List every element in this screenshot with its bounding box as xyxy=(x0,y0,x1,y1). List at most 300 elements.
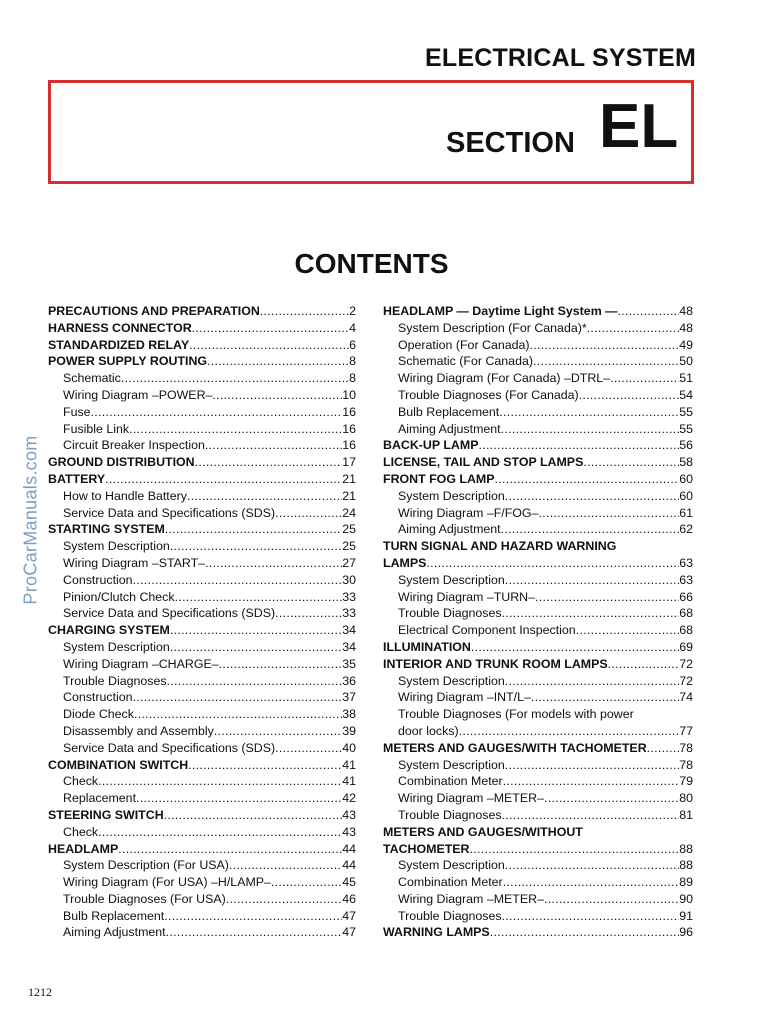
toc-entry-page: 44 xyxy=(342,841,356,856)
toc-entry-page: 63 xyxy=(679,555,693,570)
toc-entry-title: System Description xyxy=(398,488,505,503)
toc-entry-page: 96 xyxy=(679,925,693,940)
toc-dot-leader xyxy=(538,505,679,522)
toc-entry-page: 61 xyxy=(679,505,693,520)
toc-dot-leader xyxy=(121,370,349,387)
toc-entry[interactable] xyxy=(48,740,356,757)
toc-entry-title: HARNESS CONNECTOR xyxy=(48,320,192,335)
toc-entry-page: 35 xyxy=(342,656,356,671)
toc-dot-leader xyxy=(647,740,680,757)
toc-entry-page: 69 xyxy=(679,639,693,654)
toc-entry-title: Construction xyxy=(63,690,133,705)
toc-entry[interactable] xyxy=(383,605,693,622)
toc-dot-leader xyxy=(478,437,679,454)
toc-entry-title: Wiring Diagram –METER– xyxy=(398,891,544,906)
toc-entry-title: ILLUMINATION xyxy=(383,639,471,654)
toc-entry-title: System Description xyxy=(63,539,170,554)
toc-entry-page: 45 xyxy=(342,875,356,890)
toc-dot-leader xyxy=(105,471,342,488)
toc-entry-page: 17 xyxy=(342,455,356,470)
toc-entry-page: 16 xyxy=(342,421,356,436)
toc-entry-title: BATTERY xyxy=(48,471,106,486)
toc-entry-page: 48 xyxy=(679,304,693,318)
toc-entry-page: 47 xyxy=(342,908,356,923)
toc-entry-page: 37 xyxy=(342,690,356,705)
toc-entry[interactable] xyxy=(48,891,356,908)
toc-entry[interactable] xyxy=(383,437,693,454)
toc-dot-leader xyxy=(129,421,342,438)
toc-entry-page: 62 xyxy=(679,522,693,537)
toc-entry-page: 40 xyxy=(342,740,356,755)
toc-entry-title: Replacement xyxy=(63,791,137,806)
toc-entry-title: Check xyxy=(63,774,99,789)
toc-entry[interactable] xyxy=(383,353,693,370)
watermark-text: ProCarManuals.com xyxy=(20,435,41,605)
toc-dot-leader xyxy=(166,924,343,941)
toc-entry[interactable] xyxy=(48,387,356,404)
toc-entry-title: Wiring Diagram –POWER– xyxy=(63,387,213,402)
toc-dot-leader xyxy=(459,723,680,740)
toc-dot-leader xyxy=(175,589,343,606)
toc-entry-page: 88 xyxy=(679,841,693,856)
toc-entry-page: 55 xyxy=(679,421,693,436)
toc-entry[interactable] xyxy=(48,538,356,555)
toc-dot-leader xyxy=(207,353,349,370)
toc-entry[interactable] xyxy=(383,824,693,841)
toc-entry[interactable] xyxy=(383,656,693,673)
toc-entry[interactable] xyxy=(383,404,693,421)
toc-entry-title: STEERING SWITCH xyxy=(48,807,164,822)
toc-entry[interactable] xyxy=(48,572,356,589)
toc-entry-title: System Description (For Canada)* xyxy=(398,320,587,335)
toc-dot-leader xyxy=(136,790,342,807)
toc-entry[interactable] xyxy=(48,337,356,354)
toc-entry-page: 66 xyxy=(679,589,693,604)
toc-entry-page: 80 xyxy=(679,791,693,806)
toc-dot-leader xyxy=(610,370,679,387)
toc-entry-title: Combination Meter xyxy=(398,774,503,789)
toc-entry-title: Trouble Diagnoses xyxy=(398,807,502,822)
toc-entry-title: Wiring Diagram –INT/L– xyxy=(398,690,531,705)
toc-entry[interactable] xyxy=(48,723,356,740)
toc-entry-page: 41 xyxy=(342,774,356,789)
toc-entry[interactable] xyxy=(48,471,356,488)
toc-entry-page: 81 xyxy=(679,807,693,822)
toc-dot-leader xyxy=(205,555,342,572)
toc-entry-page: 49 xyxy=(679,337,693,352)
toc-dot-leader xyxy=(192,320,349,337)
toc-entry-title: Aiming Adjustment xyxy=(398,421,501,436)
toc-entry[interactable] xyxy=(383,773,693,790)
toc-dot-leader xyxy=(229,857,342,874)
toc-dot-leader xyxy=(98,824,342,841)
toc-entry[interactable] xyxy=(48,320,356,337)
toc-entry-page: 72 xyxy=(679,673,693,688)
toc-dot-leader xyxy=(189,337,349,354)
toc-entry-title: Wiring Diagram –START– xyxy=(63,555,206,570)
toc-entry-page: 46 xyxy=(342,891,356,906)
toc-entry-page: 39 xyxy=(342,723,356,738)
toc-dot-leader xyxy=(133,689,343,706)
toc-entry[interactable] xyxy=(383,387,693,404)
toc-entry-page: 79 xyxy=(679,774,693,789)
toc-entry[interactable] xyxy=(383,874,693,891)
toc-entry-title: System Description xyxy=(398,572,505,587)
toc-entry-title: Schematic xyxy=(63,371,121,386)
toc-entry-title: Combination Meter xyxy=(398,875,503,890)
toc-entry-title: Pinion/Clutch Check xyxy=(63,589,175,604)
toc-dot-leader xyxy=(505,857,679,874)
toc-entry-title: System Description xyxy=(398,673,505,688)
toc-entry-page: 91 xyxy=(679,908,693,923)
toc-dot-leader xyxy=(576,622,680,639)
toc-dot-leader xyxy=(134,706,342,723)
toc-entry[interactable] xyxy=(48,421,356,438)
toc-dot-leader xyxy=(505,488,679,505)
toc-dot-leader xyxy=(583,454,679,471)
toc-entry[interactable] xyxy=(383,303,693,320)
toc-entry[interactable] xyxy=(383,572,693,589)
toc-entry-page: 8 xyxy=(349,371,356,386)
toc-dot-leader xyxy=(214,723,342,740)
toc-entry[interactable] xyxy=(383,589,693,606)
toc-entry-title: STARTING SYSTEM xyxy=(48,522,165,537)
section-header-box xyxy=(48,80,694,184)
toc-entry[interactable] xyxy=(383,673,693,690)
toc-dot-leader xyxy=(471,639,679,656)
toc-entry-page: 44 xyxy=(342,858,356,873)
toc-entry-title: Wiring Diagram –TURN– xyxy=(398,589,536,604)
toc-entry-page: 74 xyxy=(679,690,693,705)
toc-entry[interactable] xyxy=(48,908,356,925)
toc-entry[interactable] xyxy=(48,857,356,874)
toc-entry-title: HEADLAMP — Daytime Light System — xyxy=(383,304,618,318)
toc-entry-title: How to Handle Battery xyxy=(63,488,187,503)
toc-entry[interactable] xyxy=(48,874,356,891)
toc-entry-title: LAMPS xyxy=(383,555,427,570)
toc-dot-leader xyxy=(470,841,680,858)
toc-entry-page: 38 xyxy=(342,707,356,722)
toc-entry-page: 88 xyxy=(679,858,693,873)
toc-dot-leader xyxy=(164,908,342,925)
toc-entry-title: WARNING LAMPS xyxy=(383,925,490,940)
toc-entry[interactable] xyxy=(383,706,693,723)
toc-entry-title: Check xyxy=(63,824,99,839)
toc-dot-leader xyxy=(501,521,680,538)
toc-entry[interactable] xyxy=(383,841,693,858)
toc-dot-leader xyxy=(167,673,343,690)
section-title: ELECTRICAL SYSTEM xyxy=(424,44,696,72)
toc-entry-title: System Description (For USA) xyxy=(63,858,229,873)
toc-entry[interactable] xyxy=(383,337,693,354)
toc-entry-page: 68 xyxy=(679,623,693,638)
toc-entry-title: BACK-UP LAMP xyxy=(383,438,479,453)
toc-entry[interactable] xyxy=(383,505,693,522)
toc-entry-page: 72 xyxy=(679,656,693,671)
toc-entry-title: INTERIOR AND TRUNK ROOM LAMPS xyxy=(383,656,608,671)
toc-entry[interactable] xyxy=(48,437,356,454)
toc-dot-leader xyxy=(187,488,342,505)
toc-entry-title: Disassembly and Assembly xyxy=(63,723,214,738)
toc-entry-title: Bulb Replacement xyxy=(63,908,165,923)
toc-entry-title: Aiming Adjustment xyxy=(398,522,501,537)
toc-dot-leader xyxy=(275,740,342,757)
toc-entry[interactable] xyxy=(383,555,693,572)
toc-entry-title: Aiming Adjustment xyxy=(63,925,166,940)
toc-entry[interactable] xyxy=(383,454,693,471)
toc-entry-title: COMBINATION SWITCH xyxy=(48,757,189,772)
toc-entry-title: METERS AND GAUGES/WITH TACHOMETER xyxy=(383,740,647,755)
toc-entry-title: Schematic (For Canada) xyxy=(398,354,533,369)
toc-entry[interactable] xyxy=(383,723,693,740)
toc-entry[interactable] xyxy=(48,924,356,941)
toc-dot-leader xyxy=(505,757,679,774)
toc-dot-leader xyxy=(503,773,680,790)
toc-entry[interactable] xyxy=(383,639,693,656)
toc-entry-page: 24 xyxy=(342,505,356,520)
toc-dot-leader xyxy=(275,605,342,622)
toc-dot-leader xyxy=(170,538,342,555)
toc-entry-page: 34 xyxy=(342,639,356,654)
toc-dot-leader xyxy=(501,421,680,438)
page-number: 1212 xyxy=(28,985,52,999)
section-code: EL xyxy=(599,92,679,161)
toc-entry-title: Fuse xyxy=(63,404,91,419)
toc-entry[interactable] xyxy=(48,639,356,656)
toc-entry-title: Trouble Diagnoses (For Canada) xyxy=(398,387,579,402)
toc-entry-page: 60 xyxy=(679,471,693,486)
toc-entry-page: 30 xyxy=(342,572,356,587)
toc-entry-title: Diode Check xyxy=(63,707,134,722)
toc-dot-leader xyxy=(502,807,680,824)
toc-entry-page: 78 xyxy=(679,757,693,772)
toc-entry[interactable] xyxy=(48,505,356,522)
toc-entry[interactable] xyxy=(48,605,356,622)
toc-entry-title: Construction xyxy=(63,572,133,587)
toc-entry[interactable] xyxy=(48,454,356,471)
toc-entry-page: 48 xyxy=(679,320,693,335)
toc-entry-title: HEADLAMP xyxy=(48,841,119,856)
toc-dot-leader xyxy=(260,303,349,320)
toc-entry[interactable] xyxy=(383,807,693,824)
toc-entry-page: 54 xyxy=(679,387,693,402)
toc-dot-leader xyxy=(195,454,343,471)
toc-entry-title: Trouble Diagnoses (For models with power xyxy=(398,707,634,722)
toc-entry[interactable] xyxy=(383,689,693,706)
toc-dot-leader xyxy=(118,841,342,858)
toc-dot-leader xyxy=(505,572,679,589)
toc-entry-page: 21 xyxy=(342,471,356,486)
toc-entry[interactable] xyxy=(383,757,693,774)
toc-entry-title: METERS AND GAUGES/WITHOUT xyxy=(383,824,583,839)
toc-entry-page: 16 xyxy=(342,404,356,419)
toc-dot-leader xyxy=(618,303,680,320)
toc-entry-title: STANDARDIZED RELAY xyxy=(48,337,190,352)
toc-entry[interactable] xyxy=(383,370,693,387)
toc-entry[interactable] xyxy=(48,773,356,790)
toc-dot-leader xyxy=(165,521,342,538)
toc-dot-leader xyxy=(170,622,342,639)
toc-left-column xyxy=(48,303,356,941)
toc-entry[interactable] xyxy=(48,353,356,370)
toc-entry-page: 27 xyxy=(342,555,356,570)
toc-entry-title: LICENSE, TAIL AND STOP LAMPS xyxy=(383,455,584,470)
toc-entry-title: Circuit Breaker Inspection xyxy=(63,438,205,453)
toc-entry-page: 4 xyxy=(349,320,356,335)
toc-entry-page: 63 xyxy=(679,572,693,587)
toc-entry-title: POWER SUPPLY ROUTING xyxy=(48,354,208,369)
toc-entry-page: 77 xyxy=(679,723,693,738)
toc-entry-title: Service Data and Specifications (SDS) xyxy=(63,606,276,621)
toc-dot-leader xyxy=(503,874,680,891)
toc-entry-page: 47 xyxy=(342,925,356,940)
toc-entry[interactable] xyxy=(383,471,693,488)
toc-entry-title: Trouble Diagnoses xyxy=(63,673,167,688)
toc-dot-leader xyxy=(544,891,679,908)
toc-entry-title: PRECAUTIONS AND PREPARATION xyxy=(48,304,260,318)
toc-entry-title: Trouble Diagnoses xyxy=(398,606,502,621)
toc-entry-title: System Description xyxy=(398,757,505,772)
toc-entry[interactable] xyxy=(383,891,693,908)
toc-entry-page: 51 xyxy=(679,371,693,386)
toc-entry[interactable] xyxy=(48,757,356,774)
toc-entry-title: Operation (For Canada) xyxy=(398,337,530,352)
toc-entry-page: 41 xyxy=(342,757,356,772)
toc-entry-page: 42 xyxy=(342,791,356,806)
toc-entry[interactable] xyxy=(383,488,693,505)
toc-entry[interactable] xyxy=(383,790,693,807)
toc-entry-title: System Description xyxy=(398,858,505,873)
toc-dot-leader xyxy=(490,924,680,941)
toc-entry-title: Trouble Diagnoses (For USA) xyxy=(63,891,226,906)
watermark xyxy=(18,420,44,620)
toc-dot-leader xyxy=(98,773,342,790)
toc-entry[interactable] xyxy=(48,824,356,841)
toc-entry-page: 34 xyxy=(342,623,356,638)
toc-entry-title: door locks) xyxy=(398,723,459,738)
toc-entry-page: 16 xyxy=(342,438,356,453)
toc-entry[interactable] xyxy=(48,521,356,538)
toc-dot-leader xyxy=(188,757,342,774)
toc-entry-page: 58 xyxy=(679,455,693,470)
toc-entry-page: 56 xyxy=(679,438,693,453)
toc-dot-leader xyxy=(226,891,342,908)
toc-entry-title: Electrical Component Inspection xyxy=(398,623,576,638)
toc-entry[interactable] xyxy=(48,673,356,690)
toc-entry[interactable] xyxy=(48,488,356,505)
toc-dot-leader xyxy=(535,589,679,606)
toc-dot-leader xyxy=(533,353,679,370)
toc-entry-page: 89 xyxy=(679,875,693,890)
toc-entry-title: Wiring Diagram (For USA) –H/LAMP– xyxy=(63,875,271,890)
toc-entry-title: TURN SIGNAL AND HAZARD WARNING xyxy=(383,539,617,554)
toc-entry[interactable] xyxy=(48,555,356,572)
toc-dot-leader xyxy=(170,639,342,656)
toc-entry-page: 10 xyxy=(342,387,356,402)
toc-entry-title: GROUND DISTRIBUTION xyxy=(48,455,195,470)
toc-dot-leader xyxy=(499,404,679,421)
toc-entry-title: Wiring Diagram –CHARGE– xyxy=(63,656,219,671)
toc-entry[interactable] xyxy=(48,689,356,706)
toc-entry-page: 33 xyxy=(342,589,356,604)
toc-entry[interactable] xyxy=(383,538,693,555)
toc-dot-leader xyxy=(495,471,680,488)
toc-entry-title: FRONT FOG LAMP xyxy=(383,471,495,486)
toc-dot-leader xyxy=(530,337,680,354)
toc-dot-leader xyxy=(164,807,343,824)
toc-entry[interactable] xyxy=(48,706,356,723)
toc-entry-page: 68 xyxy=(679,606,693,621)
toc-right-column xyxy=(383,303,693,941)
toc-entry[interactable] xyxy=(48,370,356,387)
toc-entry[interactable] xyxy=(48,790,356,807)
toc-entry-page: 21 xyxy=(342,488,356,503)
toc-entry[interactable] xyxy=(48,303,356,320)
toc-entry[interactable] xyxy=(383,521,693,538)
toc-entry-page: 78 xyxy=(679,740,693,755)
toc-entry-page: 55 xyxy=(679,404,693,419)
toc-dot-leader xyxy=(502,605,680,622)
section-label: SECTION xyxy=(446,127,575,159)
toc-dot-leader xyxy=(133,572,343,589)
toc-dot-leader xyxy=(219,656,343,673)
toc-entry[interactable] xyxy=(48,589,356,606)
toc-dot-leader xyxy=(505,673,679,690)
toc-entry-title: TACHOMETER xyxy=(383,841,470,856)
toc-entry-title: System Description xyxy=(63,639,170,654)
toc-entry-title: CHARGING SYSTEM xyxy=(48,623,170,638)
toc-entry[interactable] xyxy=(48,404,356,421)
toc-entry[interactable] xyxy=(383,622,693,639)
toc-entry-title: Trouble Diagnoses xyxy=(398,908,502,923)
toc-dot-leader xyxy=(91,404,343,421)
toc-entry-page: 90 xyxy=(679,891,693,906)
toc-entry-page: 50 xyxy=(679,354,693,369)
toc-entry-page: 8 xyxy=(349,354,356,369)
toc-entry-page: 25 xyxy=(342,539,356,554)
toc-dot-leader xyxy=(271,874,342,891)
toc-entry-page: 60 xyxy=(679,488,693,503)
toc-entry[interactable] xyxy=(48,622,356,639)
toc-entry-page: 36 xyxy=(342,673,356,688)
toc-entry[interactable] xyxy=(383,421,693,438)
toc-dot-leader xyxy=(275,505,342,522)
toc-entry[interactable] xyxy=(383,740,693,757)
toc-dot-leader xyxy=(212,387,342,404)
toc-dot-leader xyxy=(587,320,680,337)
contents-heading: CONTENTS xyxy=(294,248,449,279)
toc-entry-title: Wiring Diagram –F/FOG– xyxy=(398,505,539,520)
toc-entry[interactable] xyxy=(383,320,693,337)
toc-entry-title: Wiring Diagram (For Canada) –DTRL– xyxy=(398,371,611,386)
toc-entry-page: 43 xyxy=(342,824,356,839)
toc-entry[interactable] xyxy=(383,857,693,874)
toc-entry-page: 33 xyxy=(342,606,356,621)
toc-dot-leader xyxy=(608,656,680,673)
toc-dot-leader xyxy=(502,908,680,925)
toc-entry[interactable] xyxy=(383,924,693,941)
toc-entry[interactable] xyxy=(383,908,693,925)
toc-entry-title: Service Data and Specifications (SDS) xyxy=(63,505,276,520)
toc-entry-page: 43 xyxy=(342,807,356,822)
toc-dot-leader xyxy=(205,437,342,454)
toc-entry[interactable] xyxy=(48,841,356,858)
toc-entry[interactable] xyxy=(48,656,356,673)
toc-entry-title: Fusible Link xyxy=(63,421,130,436)
toc-dot-leader xyxy=(531,689,679,706)
toc-entry-page: 25 xyxy=(342,522,356,537)
toc-entry[interactable] xyxy=(48,807,356,824)
